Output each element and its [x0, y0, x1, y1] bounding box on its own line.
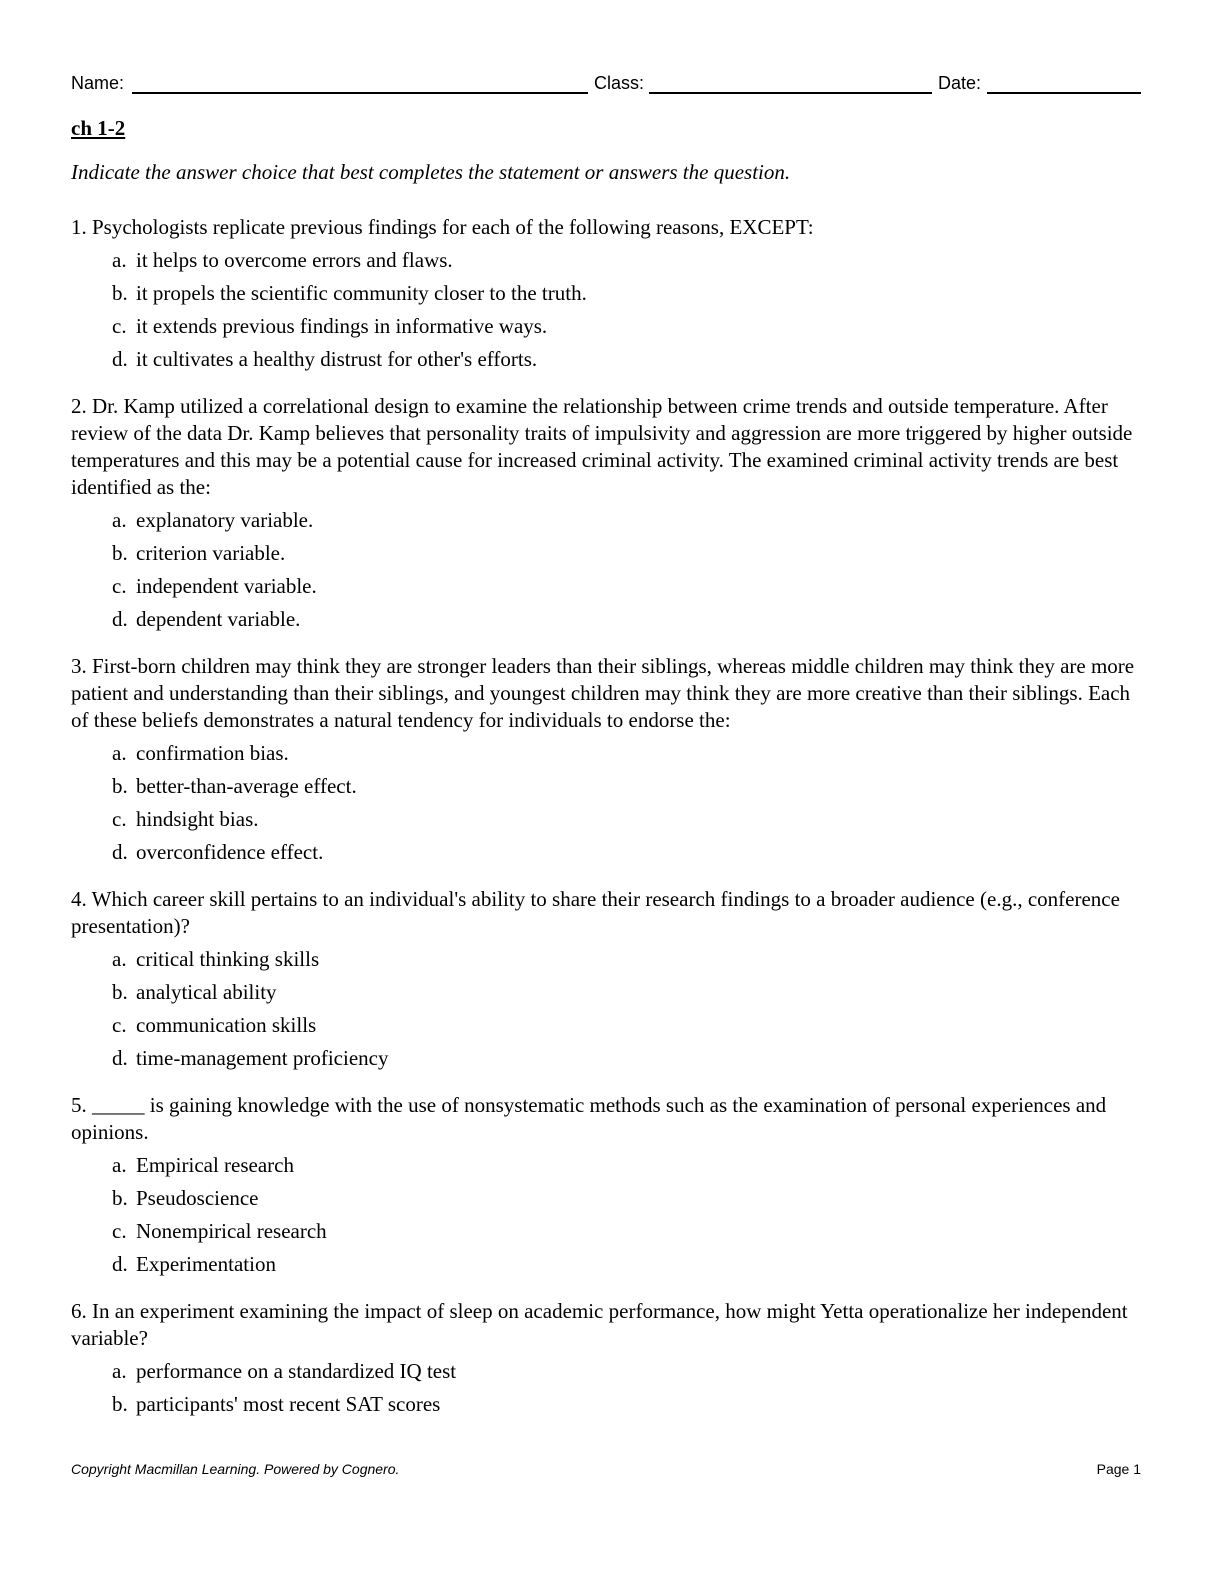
- answer-choices: [71, 1152, 1146, 1278]
- answer-choice[interactable]: [71, 806, 1146, 833]
- question-text: _____ is gaining knowledge with the use of nonsystematic methods such as the examination of personal experiences and opinions.: [71, 1093, 1107, 1144]
- question-item: [71, 1298, 1146, 1418]
- choice-letter: d.: [112, 607, 128, 631]
- answer-choice[interactable]: [71, 1391, 1146, 1418]
- answer-choice[interactable]: [71, 946, 1146, 973]
- page-title: ch 1-2: [71, 116, 126, 140]
- class-field-line[interactable]: [649, 92, 932, 94]
- choice-text: Experimentation: [136, 1252, 276, 1276]
- answer-choice[interactable]: [71, 1185, 1146, 1212]
- question-text: Which career skill pertains to an individual's ability to share their research findings to a broader audience (e.g., conference presentation)?: [71, 887, 1120, 938]
- choice-text: explanatory variable.: [136, 508, 314, 532]
- class-label: Class:: [594, 73, 645, 93]
- question-text: First-born children may think they are stronger leaders than their siblings, whereas middle children may think they are more patient and understanding than their siblings, and youngest children may think they are more creative than their siblings. Each of these beliefs demonstrates a natural tendency for individuals to endorse the:: [71, 654, 1135, 732]
- page-footer: [71, 1461, 1141, 1481]
- choice-letter: b.: [112, 541, 128, 565]
- answer-choice[interactable]: [71, 280, 1146, 307]
- question-number: 4.: [71, 887, 87, 911]
- answer-choice[interactable]: [71, 1251, 1146, 1278]
- choice-text: critical thinking skills: [136, 947, 320, 971]
- question-text: Dr. Kamp utilized a correlational design to examine the relationship between crime trends and outside temperature. After review of the data Dr. Kamp believes that personality traits of impulsivity and aggression are more triggered by higher outside temperatures and this may be a potential cause for increased criminal activity. The examined criminal activity trends are best identified as the:: [71, 394, 1133, 499]
- choice-letter: c.: [112, 314, 127, 338]
- answer-choice[interactable]: [71, 1012, 1146, 1039]
- choice-letter: d.: [112, 840, 128, 864]
- choice-text: it propels the scientific community closer to the truth.: [136, 281, 587, 305]
- choice-text: analytical ability: [136, 980, 277, 1004]
- choice-letter: d.: [112, 1046, 128, 1070]
- choice-text: overconfidence effect.: [136, 840, 324, 864]
- choice-letter: d.: [112, 1252, 128, 1276]
- answer-choice[interactable]: [71, 247, 1146, 274]
- choice-text: dependent variable.: [136, 607, 301, 631]
- answer-choices: [71, 946, 1146, 1072]
- question-stem: [71, 214, 1146, 241]
- answer-choice[interactable]: [71, 773, 1146, 800]
- answer-choices: [71, 507, 1146, 633]
- question-item: [71, 214, 1146, 373]
- question-stem: [71, 653, 1146, 734]
- question-stem: [71, 1298, 1146, 1352]
- instructions-text: Indicate the answer choice that best completes the statement or answers the question.: [71, 160, 791, 184]
- question-list: [71, 214, 1146, 1438]
- choice-text: it helps to overcome errors and flaws.: [136, 248, 453, 272]
- answer-choice[interactable]: [71, 839, 1146, 866]
- question-number: 1.: [71, 215, 87, 239]
- answer-choices: [71, 247, 1146, 373]
- copyright-text: Copyright Macmillan Learning. Powered by Cognero.: [71, 1461, 400, 1477]
- question-text: Psychologists replicate previous findings for each of the following reasons, EXCEPT:: [92, 215, 814, 239]
- answer-choices: [71, 1358, 1146, 1418]
- answer-choice[interactable]: [71, 979, 1146, 1006]
- answer-choice[interactable]: [71, 1358, 1146, 1385]
- choice-letter: b.: [112, 1186, 128, 1210]
- answer-choice[interactable]: [71, 740, 1146, 767]
- question-text: In an experiment examining the impact of sleep on academic performance, how might Yetta operationalize her independent variable?: [71, 1299, 1128, 1350]
- question-number: 6.: [71, 1299, 87, 1323]
- answer-choice[interactable]: [71, 573, 1146, 600]
- answer-choice[interactable]: [71, 606, 1146, 633]
- answer-choices: [71, 740, 1146, 866]
- choice-letter: c.: [112, 1013, 127, 1037]
- choice-text: participants' most recent SAT scores: [136, 1392, 441, 1416]
- answer-choice[interactable]: [71, 1045, 1146, 1072]
- choice-text: it extends previous findings in informative ways.: [136, 314, 548, 338]
- choice-letter: c.: [112, 807, 127, 831]
- answer-choice[interactable]: [71, 313, 1146, 340]
- choice-text: time-management proficiency: [136, 1046, 389, 1070]
- choice-text: communication skills: [136, 1013, 317, 1037]
- choice-text: it cultivates a healthy distrust for other's efforts.: [136, 347, 538, 371]
- choice-text: confirmation bias.: [136, 741, 289, 765]
- header-fields: [71, 72, 1141, 96]
- choice-letter: b.: [112, 281, 128, 305]
- choice-letter: b.: [112, 774, 128, 798]
- question-item: [71, 886, 1146, 1072]
- question-number: 2.: [71, 394, 87, 418]
- choice-letter: b.: [112, 980, 128, 1004]
- question-stem: [71, 1092, 1146, 1146]
- choice-letter: b.: [112, 1392, 128, 1416]
- question-item: [71, 653, 1146, 866]
- choice-letter: c.: [112, 1219, 127, 1243]
- choice-text: Empirical research: [136, 1153, 294, 1177]
- choice-letter: d.: [112, 347, 128, 371]
- answer-choice[interactable]: [71, 1152, 1146, 1179]
- choice-text: criterion variable.: [136, 541, 286, 565]
- choice-text: performance on a standardized IQ test: [136, 1359, 457, 1383]
- choice-letter: a.: [112, 508, 127, 532]
- choice-text: independent variable.: [136, 574, 317, 598]
- answer-choice[interactable]: [71, 346, 1146, 373]
- date-label: Date:: [938, 73, 982, 93]
- date-field-line[interactable]: [987, 92, 1141, 94]
- name-field-line[interactable]: [132, 92, 588, 94]
- choice-letter: a.: [112, 1153, 127, 1177]
- choice-letter: a.: [112, 1359, 127, 1383]
- question-number: 5.: [71, 1093, 87, 1117]
- choice-letter: a.: [112, 248, 127, 272]
- answer-choice[interactable]: [71, 1218, 1146, 1245]
- page-number: Page 1: [1096, 1461, 1141, 1477]
- answer-choice[interactable]: [71, 540, 1146, 567]
- name-label: Name:: [71, 73, 125, 93]
- choice-letter: a.: [112, 947, 127, 971]
- question-stem: [71, 886, 1146, 940]
- question-item: [71, 1092, 1146, 1278]
- choice-text: Nonempirical research: [136, 1219, 327, 1243]
- choice-letter: a.: [112, 741, 127, 765]
- choice-text: better-than-average effect.: [136, 774, 357, 798]
- question-number: 3.: [71, 654, 87, 678]
- choice-text: hindsight bias.: [136, 807, 259, 831]
- choice-letter: c.: [112, 574, 127, 598]
- question-stem: [71, 393, 1146, 501]
- choice-text: Pseudoscience: [136, 1186, 259, 1210]
- question-item: [71, 393, 1146, 633]
- answer-choice[interactable]: [71, 507, 1146, 534]
